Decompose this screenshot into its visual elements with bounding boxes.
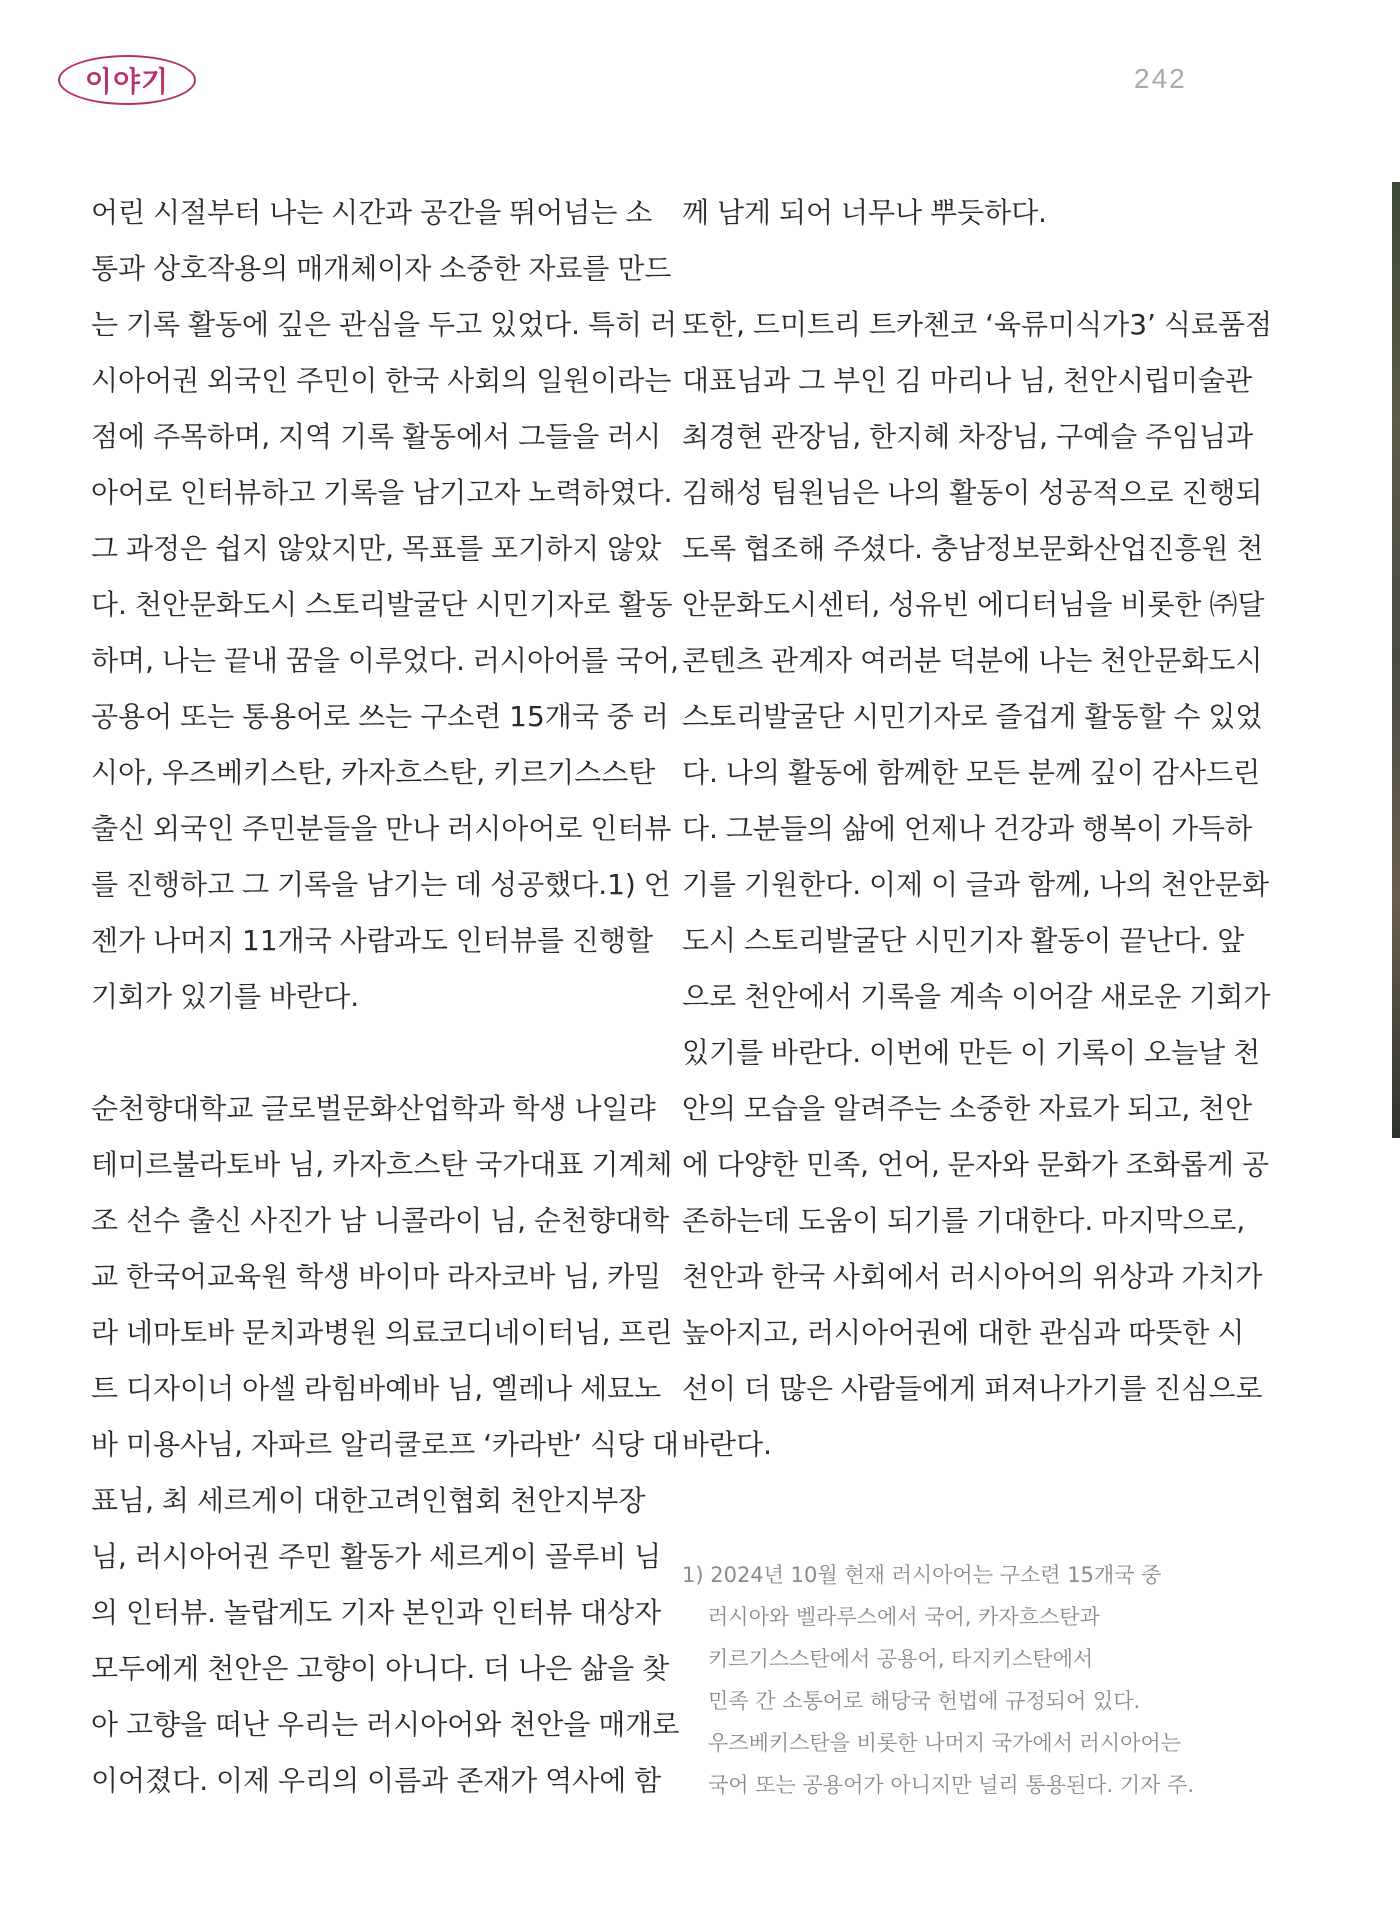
left-column [91,190,680,1814]
right-column [682,190,1273,1478]
text-line: 도록 협조해 주셨다. 충남정보문화산업진흥원 천 [682,532,1264,565]
section-label-badge [58,55,196,105]
text-line: 스토리발굴단 시민기자로 즐겁게 활동할 수 있었 [682,700,1263,733]
text-line: 시아, 우즈베키스탄, 카자흐스탄, 키르기스스탄 [91,756,656,789]
text-line: 또한, 드미트리 트카첸코 ‘육류미식가3’ 식료품점 [682,308,1273,341]
text-line: 다. 그분들의 삶에 언제나 건강과 행복이 가득하 [682,812,1253,845]
footnote-line: 우즈베키스탄을 비롯한 나머지 국가에서 러시아어는 [708,1731,1181,1755]
text-line: 안의 모습을 알려주는 소중한 자료가 되고, 천안 [682,1092,1253,1125]
text-line: 점에 주목하며, 지역 기록 활동에서 그들을 러시 [91,420,662,453]
text-line: 공용어 또는 통용어로 쓰는 구소련 15개국 중 러 [91,700,669,733]
text-line: 모두에게 천안은 고향이 아니다. 더 나은 삶을 찾 [91,1652,670,1685]
text-line: 순천향대학교 글로벌문화산업학과 학생 나일랴 [91,1092,656,1125]
text-line: 표님, 최 세르게이 대한고려인협회 천안지부장 [91,1484,646,1517]
paragraph-gap [91,1030,621,1086]
page-number: 242 [1134,63,1187,94]
text-line: 김해성 팀원님은 나의 활동이 성공적으로 진행되 [682,476,1263,509]
text-line: 천안과 한국 사회에서 러시아어의 위상과 가치가 [682,1260,1263,1293]
text-line: 다. 천안문화도시 스토리발굴단 시민기자로 활동 [91,588,673,621]
left-paragraph-2 [91,1086,680,1814]
text-line: 대표님과 그 부인 김 마리나 님, 천안시립미술관 [682,364,1253,397]
footnote-line: 민족 간 소통어로 해당국 헌법에 규정되어 있다. [708,1689,1141,1713]
text-line: 이어졌다. 이제 우리의 이름과 존재가 역사에 함 [91,1764,662,1797]
footnote-line: 키르기스스탄에서 공용어, 타지키스탄에서 [708,1647,1094,1671]
footnote-line: 러시아와 벨라루스에서 국어, 카자흐스탄과 [708,1605,1100,1629]
text-line: 조 선수 출신 사진가 남 니콜라이 님, 순천향대학 [91,1204,670,1237]
text-line: 선이 더 많은 사람들에게 퍼져나가기를 진심으로 [682,1372,1263,1405]
photo-edge [1392,182,1400,1138]
text-line: 바란다. [682,1428,773,1461]
text-line: 도시 스토리발굴단 시민기자 활동이 끝난다. 앞 [682,924,1245,957]
text-line: 출신 외국인 주민분들을 만나 러시아어로 인터뷰 [91,812,672,845]
text-line: 기회가 있기를 바란다. [91,980,360,1013]
text-line: 다. 나의 활동에 함께한 모든 분께 깊이 감사드린 [682,756,1261,789]
right-paragraph-1 [682,190,1212,246]
text-line: 젠가 나머지 11개국 사람과도 인터뷰를 진행할 [91,924,653,957]
text-line: 그 과정은 쉽지 않았지만, 목표를 포기하지 않았 [91,532,662,565]
section-label: 이야기 [84,65,170,98]
paragraph-gap [682,246,1212,302]
text-line: 높아지고, 러시아어권에 대한 관심과 따뜻한 시 [682,1316,1245,1349]
text-line: 트 디자이너 아셀 라힘바예바 님, 옐레나 세묘노 [91,1372,662,1405]
text-line: 테미르불라토바 님, 카자흐스탄 국가대표 기계체 [91,1148,673,1181]
text-line: 는 기록 활동에 깊은 관심을 두고 있었다. 특히 러 [91,308,678,341]
text-line: 에 다양한 민족, 언어, 문자와 문화가 조화롭게 공 [682,1148,1270,1181]
footnote-line: 국어 또는 공용어가 아니지만 널리 통용된다. 기자 주. [708,1773,1195,1797]
footnote-line: 1) 2024년 10월 현재 러시아어는 구소련 15개국 중 [682,1563,1162,1587]
text-line: 하며, 나는 끝내 꿈을 이루었다. 러시아어를 국어, [91,644,680,677]
text-line: 아어로 인터뷰하고 기록을 남기고자 노력하였다. [91,476,673,509]
text-line: 시아어권 외국인 주민이 한국 사회의 일원이라는 [91,364,672,397]
text-line: 를 진행하고 그 기록을 남기는 데 성공했다.1) 언 [91,868,671,901]
right-paragraph-2 [682,302,1273,1478]
text-line: 아 고향을 떠난 우리는 러시아어와 천안을 매개로 [91,1708,680,1741]
text-line: 어린 시절부터 나는 시간과 공간을 뛰어넘는 소 [91,196,653,229]
text-line: 라 네마토바 문치과병원 의료코디네이터님, 프린 [91,1316,673,1349]
text-line: 최경현 관장님, 한지혜 차장님, 구예슬 주임님과 [682,420,1254,453]
left-paragraph-1 [91,190,680,1030]
text-line: 콘텐츠 관계자 여러분 덕분에 나는 천안문화도시 [682,644,1263,677]
text-line: 안문화도시센터, 성유빈 에디터님을 비롯한 ㈜달 [682,588,1265,621]
text-line: 기를 기원한다. 이제 이 글과 함께, 나의 천안문화 [682,868,1270,901]
text-line: 께 남게 되어 너무나 뿌듯하다. [682,196,1048,229]
text-line: 통과 상호작용의 매개체이자 소중한 자료를 만드 [91,252,672,285]
text-line: 으로 천안에서 기록을 계속 이어갈 새로운 기회가 [682,980,1271,1013]
text-line: 님, 러시아어권 주민 활동가 세르게이 골루비 님 [91,1540,662,1573]
text-line: 존하는데 도움이 되기를 기대한다. 마지막으로, [682,1204,1246,1237]
footnote [682,1558,1202,1810]
text-line: 있기를 바란다. 이번에 만든 이 기록이 오늘날 천 [682,1036,1261,1069]
text-line: 교 한국어교육원 학생 바이마 라자코바 님, 카밀 [91,1260,662,1293]
text-line: 의 인터뷰. 놀랍게도 기자 본인과 인터뷰 대상자 [91,1596,662,1629]
text-line: 바 미용사님, 자파르 알리쿨로프 ‘카라반’ 식당 대 [91,1428,680,1461]
